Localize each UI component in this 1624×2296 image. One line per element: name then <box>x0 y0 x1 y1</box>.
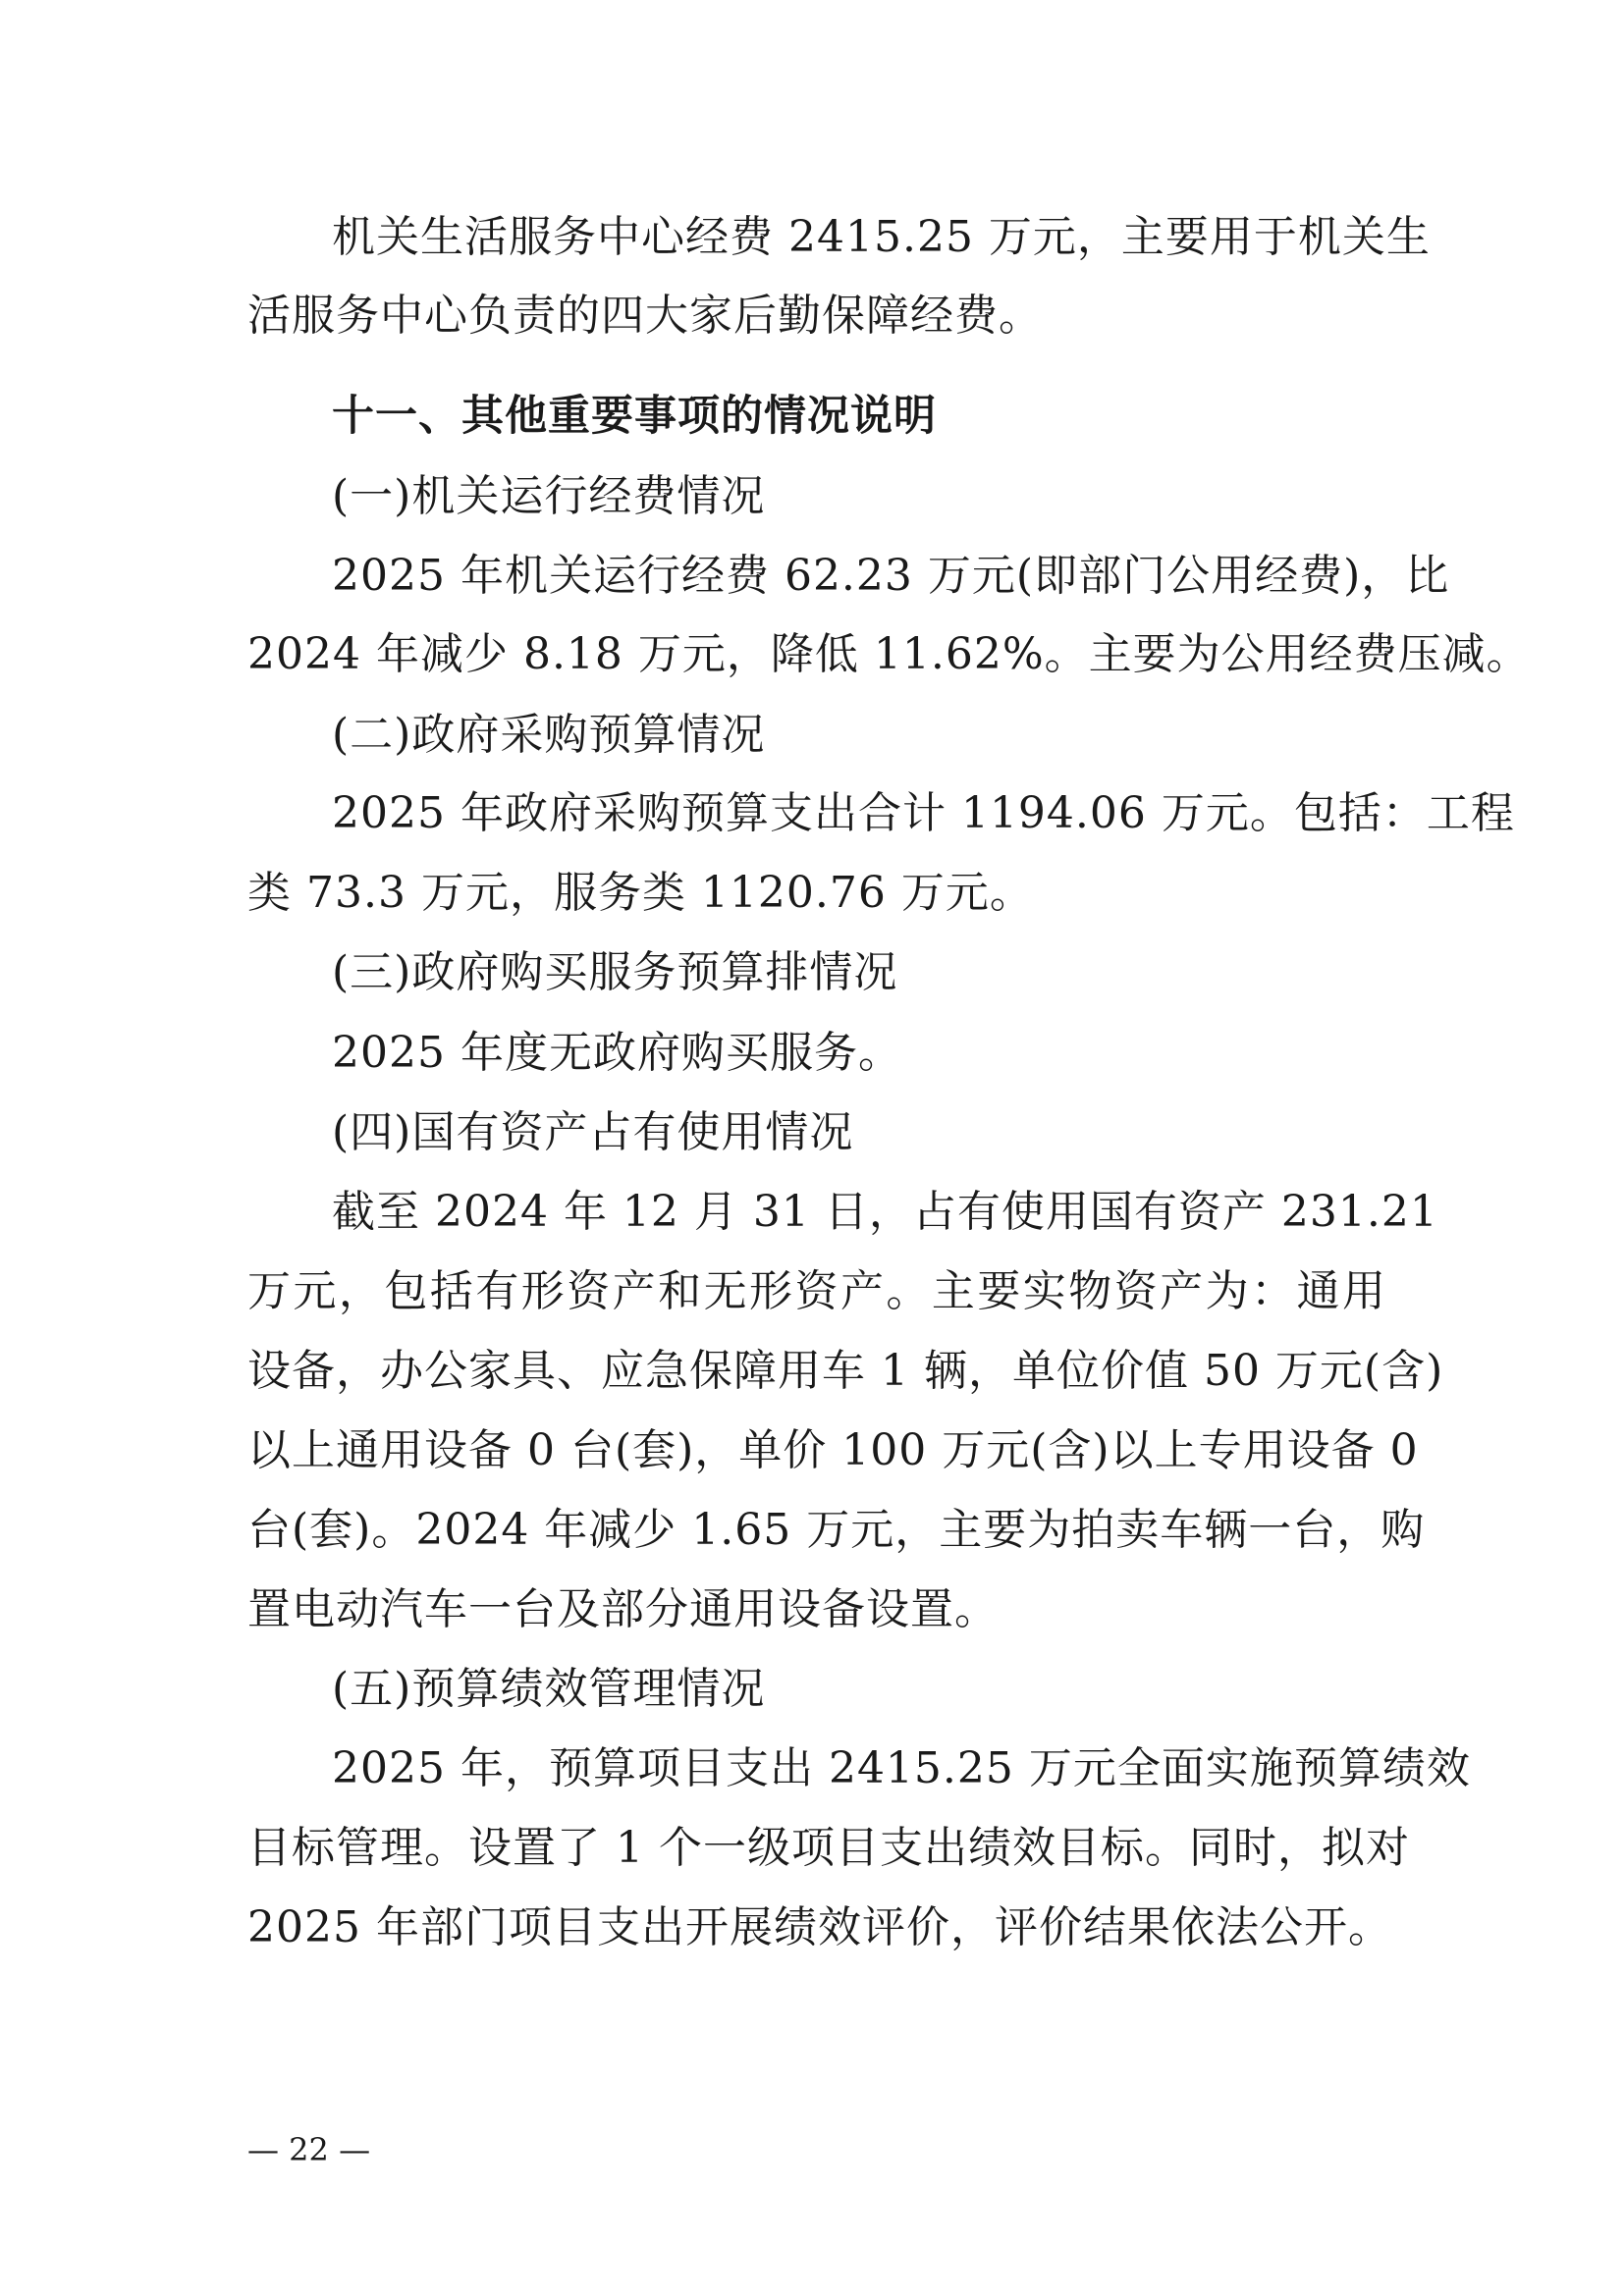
body-text-line: 截至 2024 年 12 月 31 日，占有使用国有资产 231.21 <box>332 1187 1438 1237</box>
body-text-line: 2025 年部门项目支出开展绩效评价，评价结果依法公开。 <box>247 1902 1392 1952</box>
body-text-line: 设备，办公家具、应急保障用车 1 辆，单位价值 50 万元(含) <box>247 1346 1444 1396</box>
subsection-heading: (四)国有资产占有使用情况 <box>332 1107 854 1157</box>
body-text-line: 目标管理。设置了 1 个一级项目支出绩效目标。同时，拟对 <box>247 1823 1410 1873</box>
body-text-line: 机关生活服务中心经费 2415.25 万元，主要用于机关生 <box>332 212 1431 262</box>
body-text-line: 2025 年，预算项目支出 2415.25 万元全面实施预算绩效 <box>332 1743 1471 1793</box>
body-text-line: 2025 年机关运行经费 62.23 万元(即部门公用经费)，比 <box>332 551 1450 601</box>
page-number: — 22 — <box>247 2131 371 2168</box>
body-text-line: 置电动汽车一台及部分通用设备设置。 <box>247 1584 999 1634</box>
body-text-line: 2025 年度无政府购买服务。 <box>332 1028 902 1078</box>
body-text-line: 2025 年政府采购预算支出合计 1194.06 万元。包括：工程 <box>332 788 1515 838</box>
body-text-line: 万元，包括有形资产和无形资产。主要实物资产为：通用 <box>247 1266 1386 1316</box>
subsection-heading: (五)预算绩效管理情况 <box>332 1664 766 1714</box>
body-text-line: 类 73.3 万元，服务类 1120.76 万元。 <box>247 868 1034 918</box>
body-text-line: 以上通用设备 0 台(套)，单价 100 万元(含)以上专用设备 0 <box>247 1425 1419 1475</box>
subsection-heading: (二)政府采购预算情况 <box>332 710 766 760</box>
body-text-line: 台(套)。2024 年减少 1.65 万元，主要为拍卖车辆一台，购 <box>247 1505 1426 1555</box>
subsection-heading: (三)政府购买服务预算排情况 <box>332 947 898 997</box>
body-text-line: 2024 年减少 8.18 万元，降低 11.62%。主要为公用经费压减。 <box>247 629 1531 679</box>
body-text-line: 活服务中心负责的四大家后勤保障经费。 <box>247 291 1043 341</box>
subsection-heading: (一)机关运行经费情况 <box>332 471 766 521</box>
section-heading: 十一、其他重要事项的情况说明 <box>332 392 937 441</box>
